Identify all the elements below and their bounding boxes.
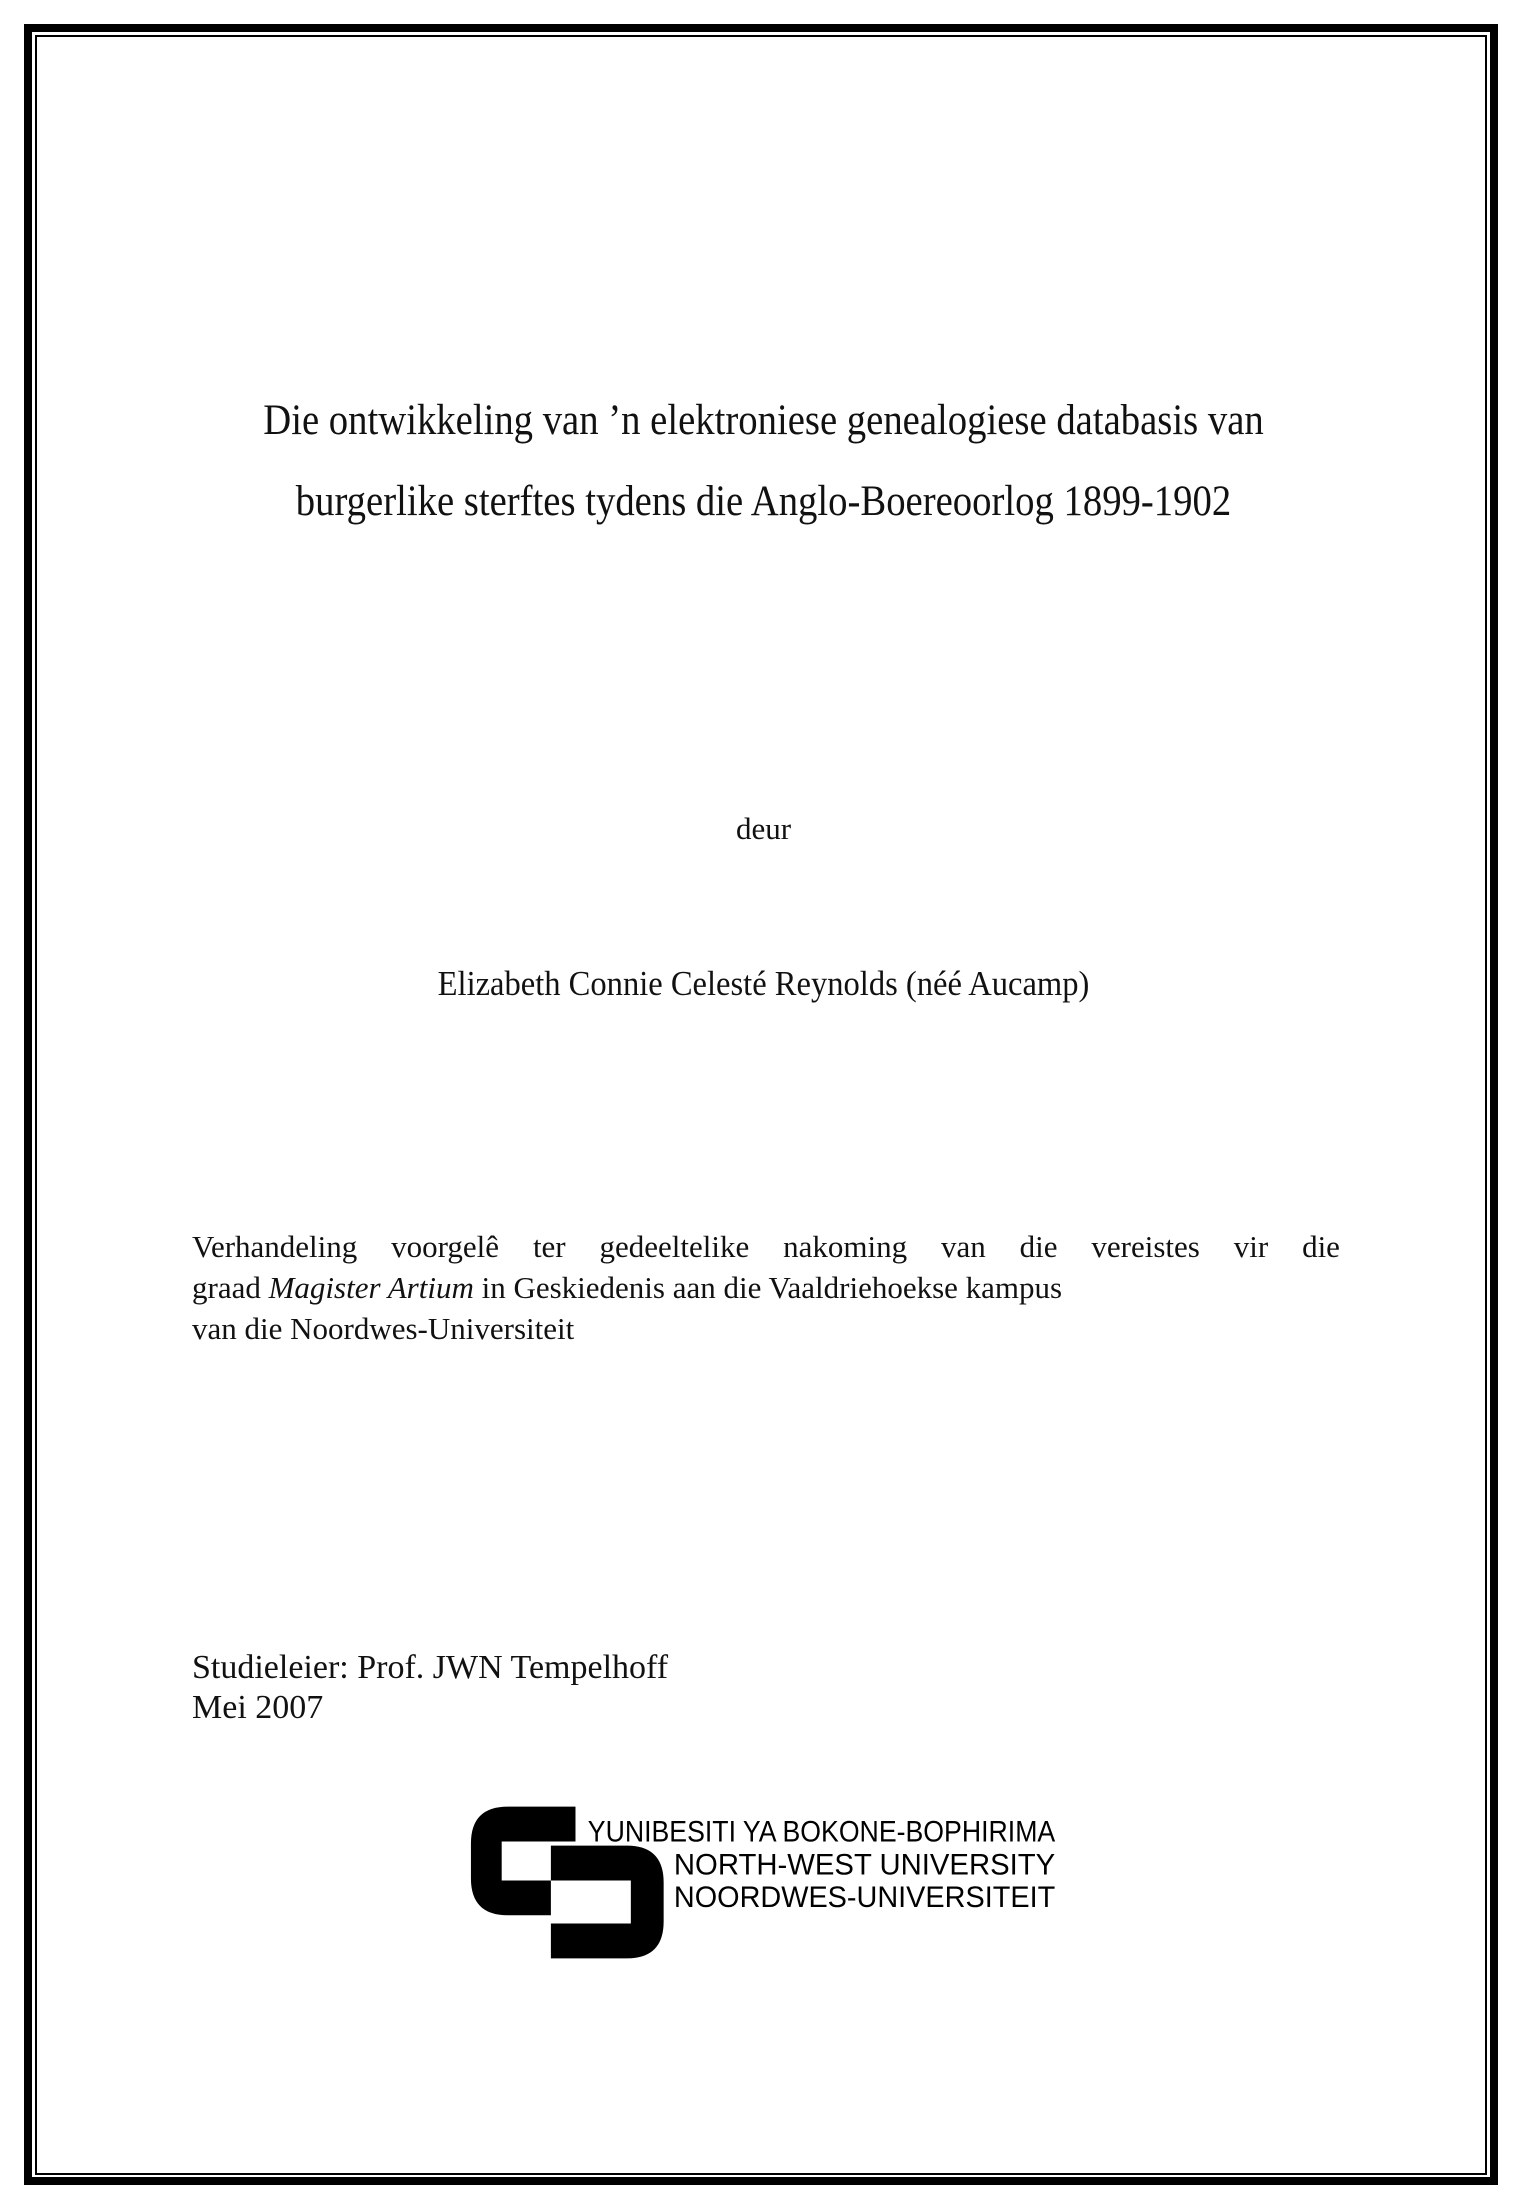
dissertation-line-2: graad Magister Artium in Geskiedenis aan die Vaaldriehoekse kampus: [192, 1270, 1063, 1305]
supervisor: Studieleier: Prof. JWN Tempelhoff: [192, 1649, 669, 1686]
title-line-2: burgerlike sterftes tydens die Anglo-Boereoorlog 1899-1902: [295, 478, 1232, 525]
dissertation-line-3: van die Noordwes-Universiteit: [192, 1311, 575, 1346]
dissertation-word: van: [941, 1229, 986, 1264]
by-label: deur: [735, 811, 792, 846]
dissertation-statement: [192, 1226, 1340, 1349]
university-logo: [440, 1780, 1080, 1960]
dissertation-word: nakoming: [783, 1229, 908, 1264]
dissertation-word: Verhandeling: [192, 1229, 358, 1264]
dissertation-word: die: [1302, 1229, 1340, 1264]
title-line-1: Die ontwikkeling van ’n elektroniese genealogiese databasis van: [263, 397, 1264, 444]
dissertation-word: die: [1019, 1229, 1058, 1264]
logo-text-line-2: NORTH-WEST UNIVERSITY: [673, 1848, 1056, 1882]
logo-d-shape: [551, 1846, 664, 1959]
author-name: Elizabeth Connie Celesté Reynolds (néé Aucamp): [437, 964, 1090, 1003]
dissertation-word: vereistes: [1091, 1229, 1200, 1264]
logo-text-line-3: NOORDWES-UNIVERSITEIT: [673, 1881, 1056, 1915]
dissertation-word: vir: [1233, 1229, 1269, 1264]
logo-text-line-1: YUNIBESITI YA BOKONE-BOPHIRIMA: [587, 1815, 1056, 1849]
date: Mei 2007: [192, 1689, 324, 1726]
degree-name: Magister Artium: [268, 1270, 474, 1305]
dissertation-word: gedeeltelike: [599, 1229, 750, 1264]
dissertation-word: ter: [532, 1229, 566, 1264]
dissertation-line-1: [192, 1226, 1340, 1267]
dissertation-word: voorgelê: [391, 1229, 500, 1264]
